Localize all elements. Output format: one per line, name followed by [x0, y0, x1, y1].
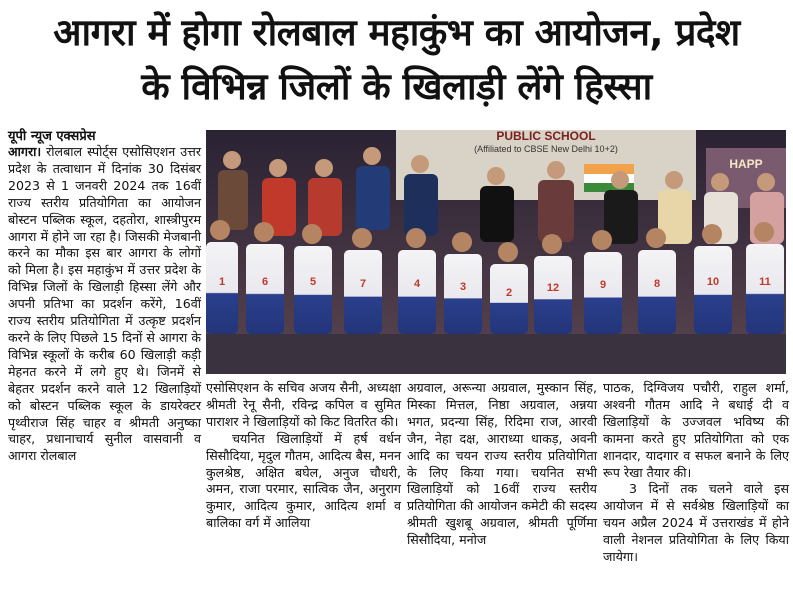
team-photo — [206, 130, 786, 374]
lead-paragraph — [8, 144, 201, 465]
article-column-4 — [603, 380, 789, 566]
banner-subtitle: (Affiliated to CBSE New Delhi 10+2) — [474, 144, 618, 154]
lead-text: रोलबाल स्पोर्ट्स एसोसिएशन उत्तर प्रदेश के तत्वाधान में दिनांक 30 दिसंबर 2023 से 1 जनवरी 2024 तक 16वीं राज्य स्तरीय प्रतियोगिता का आयोजन बोस्टन पब्लिक स्कूल, दहतोरा, शास्त्रीपुरम आगरा में होने जा रहा है। जिसकी मेजबानी करने का मौका इस बार आगरा के लोगों को मिला है। इस महाकुंभ में उत्तर प्रदेश के विभिन्न जिलों के खिलाड़ी हिस्सा लेंगे और अपनी प्रतिभा का प्रदर्शन करेंगे, 16वीं राज्य स्तरीय प्रतियोगिता में उत्कृष्ट प्रदर्शन करने के लिए पिछले 15 दिनों से आगरा के विभिन्न स्कूलों के करीब 60 खिलाड़ी कड़ी मेहनत करने में लगे हुए थे। जिनमें से बेहतर प्रदर्शन करने वाले 12 खिलाड़ियों को बोस्टन पब्लिक स्कूल के डायरेक्टर पृथ्वीराज सिंह चाहर व श्रीमती अनुष्का चाहर, प्रधानाचार्य सुनील वासवानी व आगरा रोलबाल — [8, 144, 201, 464]
jersey-number: 5 — [309, 276, 317, 288]
jersey-number: 12 — [546, 282, 560, 294]
paragraph: पाठक, दिग्विजय पचौरी, राहुल शर्मा, अश्वनी गौतम आदि ने बधाई दी व खिलाड़ियों के उज्जवल भविष्य की कामना करते हुए प्रतियोगिता को एक शानदार, यादगार व सफल बनाने के लिए रूप रेखा तैयार की। — [603, 380, 789, 480]
jersey-number: 1 — [218, 276, 226, 288]
headline-line-1: आगरा में होगा रोलबाल महाकुंभ का आयोजन, प्रदेश — [53, 11, 740, 54]
byline: यूपी न्यूज एक्सप्रेस — [8, 129, 96, 144]
article-column-1 — [8, 129, 201, 465]
dateline: आगरा। — [8, 144, 42, 159]
paragraph: चयनित खिलाड़ियों में हर्ष वर्धन सिसौदिया, मृदुल गौतम, आदित्य बैस, मनन कुलश्रेष्ठ, अक्षित बघेल, अनुज चौधरी, अमन, राजा परमार, सात्विक जैन, अनुराग कुमार, आदित्य कुमार, आदित्य शर्मा व बालिका वर्ग में आलिया — [206, 430, 401, 531]
headline — [0, 6, 793, 114]
floor — [206, 334, 786, 374]
banner-title: PUBLIC SCHOOL — [496, 130, 596, 143]
jersey-number: 9 — [599, 279, 607, 291]
jersey-number: 11 — [759, 276, 771, 288]
jersey-number: 7 — [359, 278, 367, 290]
article-column-2 — [206, 380, 401, 532]
jersey-number: 10 — [706, 276, 720, 288]
jersey-number: 3 — [459, 281, 467, 293]
headline-line-2: के विभिन्न जिलों के खिलाड़ी लेंगे हिस्सा — [141, 65, 652, 108]
paragraph: एसोसिएशन के सचिव अजय सैनी, अध्यक्षा श्रीमती रेनू सैनी, रविन्द्र कपिल व सुमित पाराशर ने खिलाड़ियों को किट वितरित की। — [206, 380, 401, 429]
team-photo-illustration — [206, 130, 786, 374]
jersey-number: 2 — [505, 287, 513, 299]
backdrop-text: HAPP — [729, 157, 763, 171]
paragraph: 3 दिनों तक चलने वाले इस आयोजन में से सर्वश्रेष्ठ खिलाड़ियों का चयन अप्रैल 2024 में उत्तराखंड में होने वाली नेशनल प्रतियोगिता के लिए किया जायेगा। — [603, 481, 789, 565]
jersey-number: 6 — [261, 276, 269, 288]
paragraph: अग्रवाल, अरून्या अग्रवाल, मुस्कान सिंह, मिस्का मित्तल, निष्ठा अग्रवाल, अन्नया भगत, प्रदन्या सिंह, रिदिमा राज, आरवी जैन, नेहा दक्ष, आराध्या धाकड़, अवनी आदि का चयन राज्य स्तरीय प्रतियोगिता के लिए किया गया। चयनित सभी खिलाड़ियों को 16वीं राज्य स्तरीय प्रतियोगिता की आयोजन कमेटी की सदस्य श्रीमती खुशबू अग्रवाल, श्रीमती पूर्णिमा सिसौदिया, मनोज — [407, 380, 597, 548]
jersey-number: 8 — [653, 278, 661, 290]
jersey-number: 4 — [413, 278, 421, 290]
article-column-3 — [407, 380, 597, 549]
